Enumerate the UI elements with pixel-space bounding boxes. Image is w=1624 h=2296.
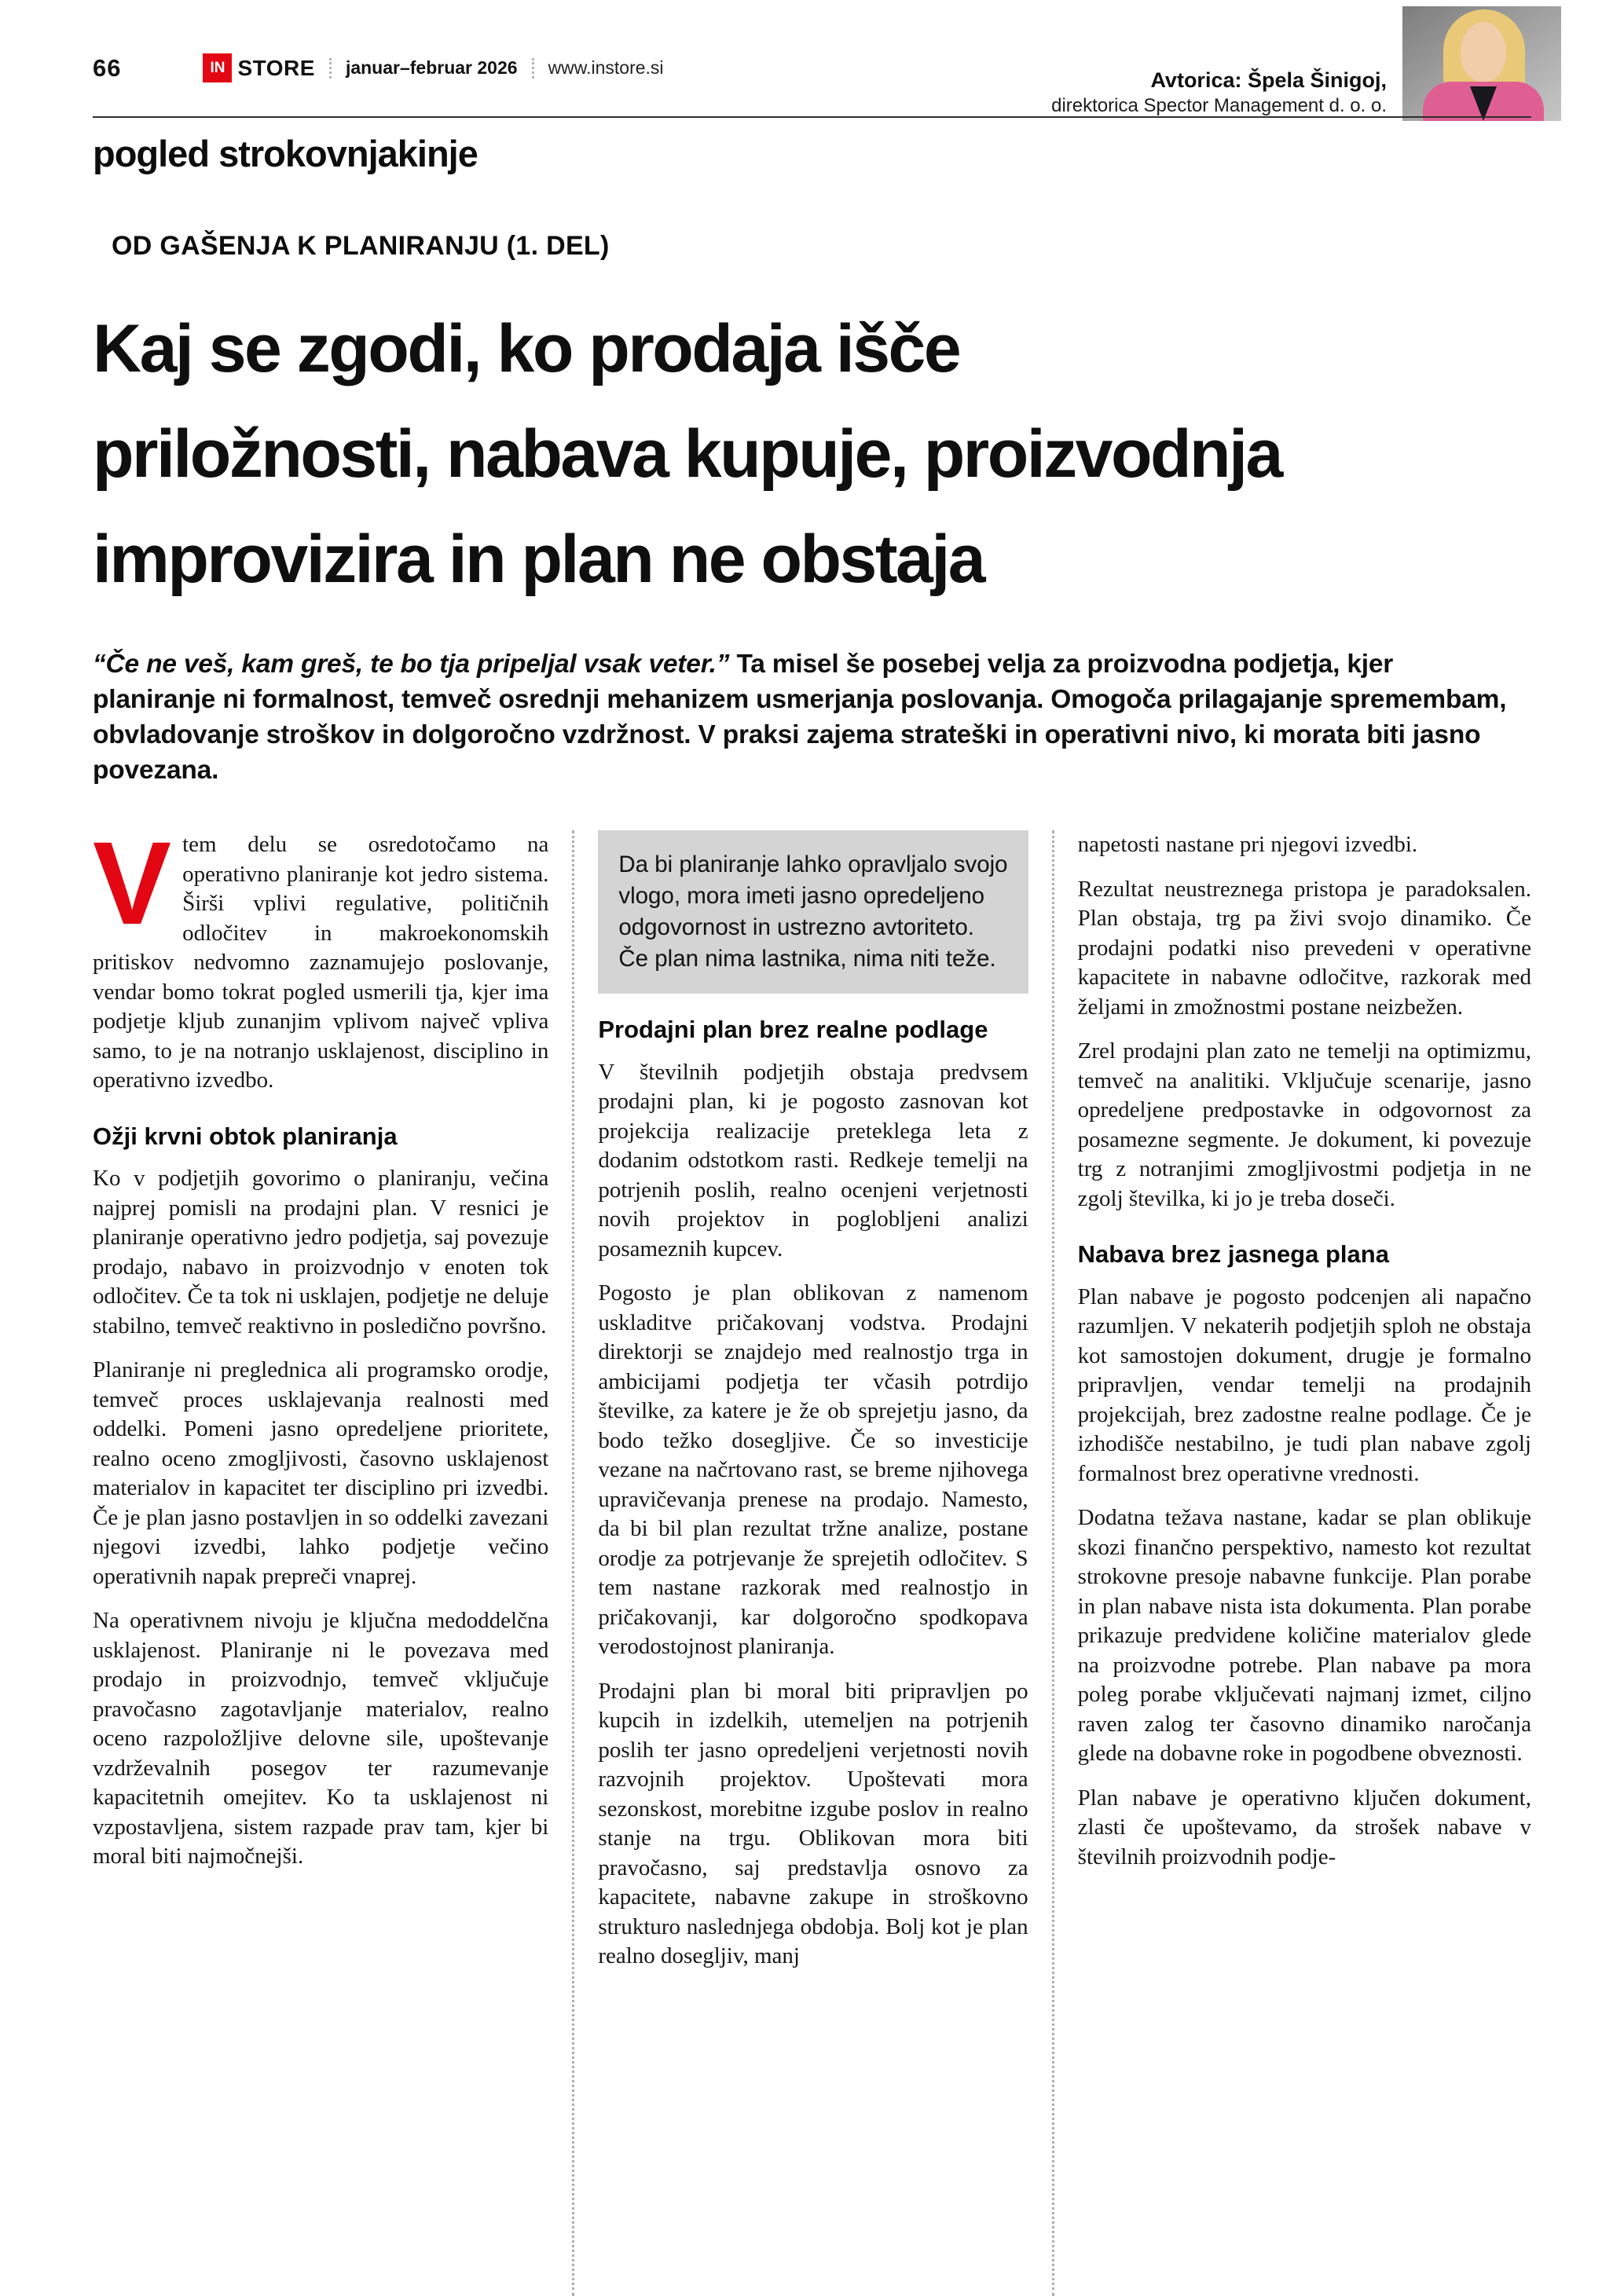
paragraph: V številnih podjetjih obstaja predvsem prodajni plan, ki je pogosto zasnovan kot projekcija realizacije preteklega leta z dodanim odstotkom rasti. Redkeje temelji na potrjenih poslih, realno ocenjeni verjetnosti novih projektov in poglobljeni analizi posameznih kupcev. [598,1059,1028,1262]
issue-date: januar–februar 2026 [345,57,518,78]
pull-quote-text: Da bi planiranje lahko opravljalo svojo vlogo, mora imeti jasno opredeljeno odgovornost in ustrezno avtoriteto. Če plan nima lastnika, nima niti teže. [618,851,1008,972]
pull-quote-box [598,830,1028,994]
separator-icon [532,58,534,79]
instore-logo [203,53,314,82]
page-number: 66 [93,53,122,82]
instore-logo-store: STORE [237,55,315,80]
paragraph: Dodatna težava nastane, kadar se plan oblikuje skozi finančno perspektivo, namesto kot rezultat strokovne presoje nabavne funkcije. Plan porabe in plan nabave nista ista dokumenta. Plan porabe prikazuje predvidene količine materialov glede na proizvodne potrebe. Plan nabave pa mora poleg porabe vključevati najmanj izmet, ciljno raven zalog ter časovno dinamiko naročanja glede na dobavne roke in pogodbene obveznosti. [1077,1505,1531,1767]
photo-face [1461,22,1506,82]
kicker [93,225,1531,266]
paragraph: Planiranje ni preglednica ali programsko orodje, temveč proces usklajevanja realnosti med oddelki. Pomeni jasno opredeljene prioritete, realno oceno zmogljivosti, časovno usklajenost materialov in kapacitet ter disciplino pri izvedbi. Če je plan jasno postavljen in so oddelki zavezani njegovi izvedbi, lahko podjetje večino operativnih napak prepreči vnaprej. [93,1357,549,1589]
column-1 [93,830,572,2296]
author-photo [1402,6,1561,121]
paragraph: Plan nabave je pogosto podcenjen ali napačno razumljen. V nekaterih podjetjih sploh ne obstaja kot samostojen dokument, drugje je formalno pripravljen, vendar temelji na prodajnih projekcijah, brez zadostne realne podlage. Če je izhodišče nestabilno, je tudi plan nabave zgolj formalnost brez operativne vrednosti. [1077,1283,1531,1486]
paragraph: Rezultat neustreznega pristopa je paradoksalen. Plan obstaja, trg pa živi svojo dinamiko. Če prodajni podatki niso prevedeni v operativne kapacitete in nabavne odločitve, razkorak med željami in zmožnostmi postane neizbežen. [1077,876,1531,1020]
article [93,225,1531,2296]
headline [93,296,1531,612]
headline-line-3: improvizira in plan ne obstaja [93,522,984,597]
top-bar [93,53,664,82]
paragraph [93,830,548,1096]
paragraph: Zrel prodajni plan zato ne temelji na optimizmu, temveč na analitiki. Vključuje scenarije, jasno opredeljene predpostavke in odgovornost za posamezne segmente. Je dokument, ki povezuje trg z notranjimi zmogljivostmi podjetja in ne zgolj številka, ki jo je treba doseči. [1077,1038,1531,1211]
separator-icon [329,58,332,79]
lead-paragraph [93,646,1519,788]
subheading: Prodajni plan brez realne podlage [598,1016,988,1043]
kicker-text: OD GAŠENJA K PLANIRANJU (1. DEL) [112,230,610,261]
paragraph: napetosti nastane pri njegovi izvedbi. [1077,832,1418,857]
paragraph: Plan nabave je operativno ključen dokument, zlasti če upoštevamo, da strošek nabave v številnih proizvodnih podje- [1077,1785,1531,1869]
column-3 [1052,830,1531,2296]
headline-line-1: Kaj se zgodi, ko prodaja išče [93,311,960,386]
author-credit [1051,68,1387,118]
headline-line-2: priložnosti, nabava kupuje, proizvodnja [93,416,1281,492]
paragraph: Prodajni plan bi moral biti pripravljen po kupcih in izdelkih, utemeljen na potrjenih poslih ter jasno opredeljeni verjetnosti novih razvojnih projektov. Upoštevati mora sezonskost, morebitne izgube poslov in realno stanje na trgu. Oblikovan mora biti pravočasno, saj predstavlja osnovo za kapacitete, nabavne zakupe in stroškovno strukturo naslednjega obdobja. Bolj kot je plan realno dosegljiv, manj [598,1678,1028,1969]
section-title: pogled strokovnjakinje [93,133,478,174]
lead-quote: “Če ne veš, kam greš, te bo tja pripeljal vsak veter.” [93,650,730,679]
paragraph: Na operativnem nivoju je ključna medoddelčna usklajenost. Planiranje ni le povezava med prodajo in proizvodnjo, temveč vključuje pravočasno zagotavljanje materialov, realno oceno razpoložljive delovne sile, upoštevanje vzdrževalnih posegov ter razumevanje kapacitetnih omejitev. Ko ta usklajenost ni vzpostavljena, sistem razpade prav tam, kjer bi moral biti najmočnejši. [93,1608,549,1869]
column-2 [572,830,1051,2296]
subheading: Ožji krvni obtok planiranja [93,1122,398,1150]
article-columns [93,830,1531,2296]
instore-logo-in-icon: IN [203,53,232,82]
dropcap: V [93,830,172,949]
subheading: Nabava brez jasnega plana [1077,1240,1389,1268]
website-url: www.instore.si [548,57,664,78]
paragraph-text: tem delu se osredotočamo na operativno planiranje kot jedro sistema. Širši vplivi regulative, političnih odločitev in makroekonomskih pritiskov nedvomno zaznamujejo poslovanje, vendar bomo tokrat pogled usmerili tja, kjer ima podjetje kljub zunanjim vplivom največ vpliva samo, to je na notranjo usklajenost, disciplino in operativno izvedbo. [93,832,549,1093]
lead-rest: Ta misel še posebej velja za proizvodna podjetja, kjer planiranje ni formalnost, temveč osrednji mehanizem usmerjanja poslovanja. Omogoča prilagajanje spremembam, obvladovanje stroškov in dolgoročno vzdržnost. V praksi zajema strateški in operativni nivo, ki morata biti jasno povezana. [93,650,1507,785]
paragraph: Pogosto je plan oblikovan z namenom uskladitve pričakovanj vodstva. Prodajni direktorji se znajdejo med realnostjo trga in ambicijami podjetja ter včasih potrdijo številke, za katere je že ob sprejetju jasno, da bodo težko dosegljive. Če so investicije vezane na načrtovano rast, se breme njihovega upravičevanja prenese na prodajo. Namesto, da bi bil plan rezultat tržne analize, postane orodje za potrjevanje že sprejetih odločitev. S tem nastane razkorak med realnostjo in pričakovanji, kar dolgoročno spodkopava verodostojnost planiranja. [598,1280,1028,1660]
author-role: direktorica Spector Management d. o. o. [1051,94,1387,116]
header-rule [93,116,1531,118]
paragraph: Ko v podjetjih govorimo o planiranju, večina najprej pomisli na prodajni plan. V resnici je planiranje operativno jedro podjetja, saj povezuje prodajo, nabavo in proizvodnjo v enoten tok odločitev. Če ta tok ni usklajen, podjetje ne deluje stabilno, temveč reaktivno in posledično površno. [93,1166,549,1338]
author-name: Avtorica: Špela Šinigoj, [1150,68,1387,92]
